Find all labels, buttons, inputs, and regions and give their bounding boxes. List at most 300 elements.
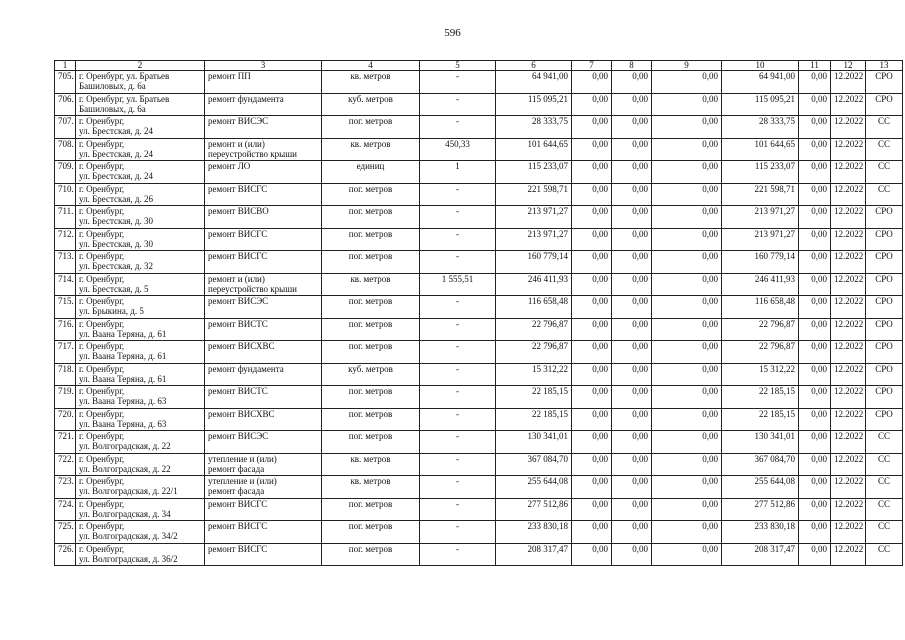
col-10: 15 312,22	[722, 363, 799, 386]
column-header: 12	[831, 61, 866, 71]
row-number: 724.	[55, 498, 76, 521]
col-7: 0,00	[572, 93, 612, 116]
address-line: г. Оренбург,	[79, 386, 125, 396]
quantity: -	[420, 521, 496, 544]
col-8: 0,00	[612, 453, 652, 476]
total-cost: 115 233,07	[496, 161, 572, 184]
fund-type: СРО	[866, 228, 903, 251]
col-7: 0,00	[572, 341, 612, 364]
table-row	[55, 476, 903, 499]
unit: пог. метров	[322, 408, 420, 431]
table-row	[55, 521, 903, 544]
quantity: -	[420, 183, 496, 206]
address	[76, 408, 205, 431]
work-type-line: ремонт ВИСХВС	[208, 408, 275, 419]
address-line: ул. Ваана Теряна, д. 63	[79, 396, 167, 406]
col-10: 160 779,14	[722, 251, 799, 274]
fund-type: СРО	[866, 251, 903, 274]
work-type	[205, 408, 322, 431]
column-header: 8	[612, 61, 652, 71]
col-10: 213 971,27	[722, 228, 799, 251]
quantity: -	[420, 341, 496, 364]
col-7: 0,00	[572, 408, 612, 431]
address-line: Башиловых, д. 6а	[79, 81, 146, 91]
work-type	[205, 543, 322, 566]
work-type	[205, 386, 322, 409]
work-type-line: утепление и (или)	[208, 476, 277, 486]
row-number: 725.	[55, 521, 76, 544]
address	[76, 71, 205, 94]
work-type	[205, 183, 322, 206]
col-8: 0,00	[612, 251, 652, 274]
col-11: 0,00	[799, 71, 831, 94]
col-7: 0,00	[572, 71, 612, 94]
col-10: 233 830,18	[722, 521, 799, 544]
col-11: 0,00	[799, 183, 831, 206]
unit: пог. метров	[322, 228, 420, 251]
row-number: 718.	[55, 363, 76, 386]
work-type	[205, 521, 322, 544]
address-line: ул. Волгоградская, д. 34/2	[79, 531, 178, 541]
completion-date: 12.2022	[831, 521, 866, 544]
table-row	[55, 273, 903, 296]
total-cost: 246 411,93	[496, 273, 572, 296]
col-9: 0,00	[652, 386, 722, 409]
col-8: 0,00	[612, 273, 652, 296]
column-header: 1	[55, 61, 76, 71]
col-10: 221 598,71	[722, 183, 799, 206]
address-line: ул. Ваана Теряна, д. 63	[79, 418, 167, 429]
row-number: 715.	[55, 296, 76, 319]
address-line: г. Оренбург,	[79, 431, 125, 441]
col-11: 0,00	[799, 251, 831, 274]
col-11: 0,00	[799, 116, 831, 139]
row-number: 708.	[55, 138, 76, 161]
completion-date: 12.2022	[831, 71, 866, 94]
address	[76, 206, 205, 229]
column-header: 10	[722, 61, 799, 71]
col-11: 0,00	[799, 363, 831, 386]
address	[76, 116, 205, 139]
completion-date: 12.2022	[831, 453, 866, 476]
row-number: 709.	[55, 161, 76, 184]
col-9: 0,00	[652, 251, 722, 274]
col-11: 0,00	[799, 318, 831, 341]
col-10: 22 796,87	[722, 318, 799, 341]
col-10: 255 644,08	[722, 476, 799, 499]
work-type	[205, 116, 322, 139]
address-line: г. Оренбург,	[79, 116, 125, 126]
col-8: 0,00	[612, 543, 652, 566]
unit: пог. метров	[322, 498, 420, 521]
col-11: 0,00	[799, 431, 831, 454]
col-9: 0,00	[652, 296, 722, 319]
col-10: 64 941,00	[722, 71, 799, 94]
table-row	[55, 71, 903, 94]
address-line: ул. Брестская, д. 30	[79, 216, 153, 226]
quantity: -	[420, 543, 496, 566]
row-number: 706.	[55, 93, 76, 116]
col-10: 213 971,27	[722, 206, 799, 229]
address	[76, 228, 205, 251]
total-cost: 213 971,27	[496, 206, 572, 229]
work-type-line: ремонт ВИСЭС	[208, 431, 269, 441]
col-10: 115 233,07	[722, 161, 799, 184]
work-type-line: ремонт и (или)	[208, 273, 265, 284]
col-8: 0,00	[612, 296, 652, 319]
total-cost: 130 341,01	[496, 431, 572, 454]
address-line: г. Оренбург,	[79, 183, 125, 194]
work-type	[205, 93, 322, 116]
col-11: 0,00	[799, 476, 831, 499]
table-body	[55, 71, 903, 566]
col-11: 0,00	[799, 386, 831, 409]
fund-type: СРО	[866, 408, 903, 431]
address-line: г. Оренбург,	[79, 363, 125, 374]
col-9: 0,00	[652, 341, 722, 364]
fund-type: СС	[866, 453, 903, 476]
page-number: 596	[444, 27, 461, 39]
work-type-line: ремонт ВИСГС	[208, 183, 268, 194]
address-line: г. Оренбург,	[79, 228, 125, 239]
col-9: 0,00	[652, 93, 722, 116]
col-9: 0,00	[652, 521, 722, 544]
col-10: 101 644,65	[722, 138, 799, 161]
work-type	[205, 431, 322, 454]
address-line: г. Оренбург,	[79, 498, 125, 509]
completion-date: 12.2022	[831, 183, 866, 206]
address	[76, 476, 205, 499]
completion-date: 12.2022	[831, 206, 866, 229]
address-line: ул. Брестская, д. 30	[79, 238, 153, 249]
address-line: ул. Брестская, д. 24	[79, 171, 153, 181]
total-cost: 213 971,27	[496, 228, 572, 251]
col-9: 0,00	[652, 71, 722, 94]
work-type	[205, 318, 322, 341]
col-9: 0,00	[652, 363, 722, 386]
completion-date: 12.2022	[831, 161, 866, 184]
address-line: ул. Брыкина, д. 5	[79, 306, 144, 316]
col-7: 0,00	[572, 363, 612, 386]
col-7: 0,00	[572, 273, 612, 296]
work-type-line: ремонт ВИСХВС	[208, 341, 275, 351]
col-11: 0,00	[799, 273, 831, 296]
unit: пог. метров	[322, 386, 420, 409]
unit: куб. метров	[322, 93, 420, 116]
fund-type: СРО	[866, 318, 903, 341]
address-line: г. Оренбург,	[79, 543, 125, 554]
col-11: 0,00	[799, 138, 831, 161]
col-9: 0,00	[652, 543, 722, 566]
col-8: 0,00	[612, 521, 652, 544]
address-line: г. Оренбург,	[79, 476, 125, 486]
unit: пог. метров	[322, 341, 420, 364]
address-line: г. Оренбург,	[79, 341, 125, 351]
column-header: 13	[866, 61, 903, 71]
address-line: ул. Ваана Теряна, д. 61	[79, 328, 167, 339]
address-line: г. Оренбург, ул. Братьев	[79, 93, 170, 104]
repair-schedule-table	[54, 60, 903, 566]
unit: пог. метров	[322, 251, 420, 274]
address-line: г. Оренбург,	[79, 453, 125, 464]
row-number: 716.	[55, 318, 76, 341]
column-header: 7	[572, 61, 612, 71]
address-line: ул. Брестская, д. 32	[79, 261, 153, 271]
col-10: 28 333,75	[722, 116, 799, 139]
total-cost: 116 658,48	[496, 296, 572, 319]
work-type	[205, 251, 322, 274]
quantity: -	[420, 453, 496, 476]
address-line: г. Оренбург,	[79, 251, 125, 261]
col-7: 0,00	[572, 476, 612, 499]
address	[76, 341, 205, 364]
col-8: 0,00	[612, 71, 652, 94]
quantity: -	[420, 228, 496, 251]
table-row	[55, 228, 903, 251]
work-type-line: утепление и (или)	[208, 453, 277, 464]
completion-date: 12.2022	[831, 498, 866, 521]
completion-date: 12.2022	[831, 363, 866, 386]
col-10: 115 095,21	[722, 93, 799, 116]
completion-date: 12.2022	[831, 251, 866, 274]
col-7: 0,00	[572, 138, 612, 161]
quantity: -	[420, 408, 496, 431]
address	[76, 363, 205, 386]
unit: пог. метров	[322, 521, 420, 544]
col-10: 22 185,15	[722, 386, 799, 409]
col-7: 0,00	[572, 431, 612, 454]
total-cost: 28 333,75	[496, 116, 572, 139]
work-type-line: переустройство крыши	[208, 148, 297, 159]
table-row	[55, 138, 903, 161]
col-8: 0,00	[612, 183, 652, 206]
address-line: ул. Брестская, д. 24	[79, 148, 153, 159]
column-header: 5	[420, 61, 496, 71]
row-number: 712.	[55, 228, 76, 251]
work-type-line: ремонт ВИСЭС	[208, 296, 269, 306]
unit: пог. метров	[322, 116, 420, 139]
col-8: 0,00	[612, 206, 652, 229]
quantity: -	[420, 71, 496, 94]
fund-type: СС	[866, 183, 903, 206]
row-number: 722.	[55, 453, 76, 476]
work-type-line: ремонт фасада	[208, 463, 265, 474]
address-line: г. Оренбург,	[79, 408, 125, 419]
quantity: -	[420, 296, 496, 319]
address-line: ул. Волгоградская, д. 34	[79, 508, 171, 519]
row-number: 719.	[55, 386, 76, 409]
work-type	[205, 206, 322, 229]
completion-date: 12.2022	[831, 476, 866, 499]
unit: кв. метров	[322, 138, 420, 161]
completion-date: 12.2022	[831, 138, 866, 161]
completion-date: 12.2022	[831, 386, 866, 409]
col-7: 0,00	[572, 228, 612, 251]
col-9: 0,00	[652, 273, 722, 296]
total-cost: 15 312,22	[496, 363, 572, 386]
col-7: 0,00	[572, 251, 612, 274]
quantity: -	[420, 386, 496, 409]
fund-type: СС	[866, 431, 903, 454]
fund-type: СС	[866, 543, 903, 566]
unit: кв. метров	[322, 453, 420, 476]
address-line: г. Оренбург,	[79, 138, 125, 149]
fund-type: СРО	[866, 273, 903, 296]
col-11: 0,00	[799, 408, 831, 431]
col-9: 0,00	[652, 408, 722, 431]
address	[76, 138, 205, 161]
work-type-line: ремонт фасада	[208, 486, 265, 496]
address	[76, 386, 205, 409]
fund-type: СРО	[866, 341, 903, 364]
address-line: г. Оренбург,	[79, 273, 125, 284]
col-10: 22 796,87	[722, 341, 799, 364]
col-8: 0,00	[612, 386, 652, 409]
work-type	[205, 161, 322, 184]
work-type-line: ремонт фундамента	[208, 363, 284, 374]
table-row	[55, 318, 903, 341]
fund-type: СРО	[866, 386, 903, 409]
row-number: 710.	[55, 183, 76, 206]
row-number: 705.	[55, 71, 76, 94]
completion-date: 12.2022	[831, 228, 866, 251]
total-cost: 115 095,21	[496, 93, 572, 116]
table-row	[55, 386, 903, 409]
address-line: ул. Брестская, д. 26	[79, 193, 153, 204]
unit: пог. метров	[322, 431, 420, 454]
address-line: ул. Брестская, д. 24	[79, 126, 153, 136]
col-11: 0,00	[799, 228, 831, 251]
work-type-line: ремонт ВИСГС	[208, 521, 268, 531]
unit: кв. метров	[322, 273, 420, 296]
work-type	[205, 476, 322, 499]
quantity: -	[420, 116, 496, 139]
table-row	[55, 251, 903, 274]
col-7: 0,00	[572, 296, 612, 319]
work-type-line: ремонт ВИСГС	[208, 498, 268, 509]
work-type	[205, 138, 322, 161]
address-line: г. Оренбург, ул. Братьев	[79, 71, 170, 81]
col-8: 0,00	[612, 476, 652, 499]
total-cost: 160 779,14	[496, 251, 572, 274]
work-type-line: ремонт фундамента	[208, 93, 284, 104]
col-8: 0,00	[612, 341, 652, 364]
work-type-line: переустройство крыши	[208, 283, 297, 294]
col-8: 0,00	[612, 93, 652, 116]
work-type-line: ремонт ВИСВО	[208, 206, 269, 216]
completion-date: 12.2022	[831, 273, 866, 296]
unit: пог. метров	[322, 296, 420, 319]
address	[76, 273, 205, 296]
table-row	[55, 93, 903, 116]
col-7: 0,00	[572, 498, 612, 521]
table-row	[55, 408, 903, 431]
work-type	[205, 363, 322, 386]
completion-date: 12.2022	[831, 408, 866, 431]
address	[76, 296, 205, 319]
fund-type: СС	[866, 161, 903, 184]
total-cost: 64 941,00	[496, 71, 572, 94]
total-cost: 367 084,70	[496, 453, 572, 476]
quantity: -	[420, 93, 496, 116]
fund-type: СРО	[866, 296, 903, 319]
fund-type: СРО	[866, 206, 903, 229]
row-number: 726.	[55, 543, 76, 566]
table-row	[55, 183, 903, 206]
unit: пог. метров	[322, 543, 420, 566]
col-8: 0,00	[612, 228, 652, 251]
col-11: 0,00	[799, 498, 831, 521]
col-10: 116 658,48	[722, 296, 799, 319]
unit: кв. метров	[322, 71, 420, 94]
col-9: 0,00	[652, 498, 722, 521]
quantity: -	[420, 206, 496, 229]
completion-date: 12.2022	[831, 296, 866, 319]
col-11: 0,00	[799, 341, 831, 364]
col-8: 0,00	[612, 161, 652, 184]
address	[76, 498, 205, 521]
table-row	[55, 363, 903, 386]
column-header: 11	[799, 61, 831, 71]
table-row	[55, 543, 903, 566]
col-10: 367 084,70	[722, 453, 799, 476]
table-row	[55, 498, 903, 521]
completion-date: 12.2022	[831, 431, 866, 454]
col-7: 0,00	[572, 386, 612, 409]
col-8: 0,00	[612, 498, 652, 521]
table-row	[55, 116, 903, 139]
completion-date: 12.2022	[831, 318, 866, 341]
address	[76, 251, 205, 274]
col-8: 0,00	[612, 431, 652, 454]
col-11: 0,00	[799, 93, 831, 116]
work-type-line: ремонт и (или)	[208, 138, 265, 149]
col-11: 0,00	[799, 161, 831, 184]
col-9: 0,00	[652, 453, 722, 476]
work-type	[205, 71, 322, 94]
col-10: 208 317,47	[722, 543, 799, 566]
col-11: 0,00	[799, 453, 831, 476]
address-line: Башиловых, д. 6а	[79, 103, 146, 114]
col-9: 0,00	[652, 431, 722, 454]
address	[76, 543, 205, 566]
row-number: 711.	[55, 206, 76, 229]
fund-type: СС	[866, 521, 903, 544]
row-number: 721.	[55, 431, 76, 454]
fund-type: СРО	[866, 93, 903, 116]
work-type	[205, 453, 322, 476]
work-type-line: ремонт ВИСГС	[208, 251, 268, 261]
col-9: 0,00	[652, 206, 722, 229]
column-header: 2	[76, 61, 205, 71]
address-line: ул. Брестская, д. 5	[79, 283, 149, 294]
address	[76, 431, 205, 454]
col-7: 0,00	[572, 453, 612, 476]
col-9: 0,00	[652, 116, 722, 139]
table-row	[55, 161, 903, 184]
table-row	[55, 206, 903, 229]
address	[76, 93, 205, 116]
quantity: -	[420, 363, 496, 386]
address-line: ул. Волгоградская, д. 22	[79, 441, 171, 451]
column-header: 6	[496, 61, 572, 71]
work-type-line: ремонт ЛО	[208, 161, 251, 171]
col-8: 0,00	[612, 363, 652, 386]
address-line: г. Оренбург,	[79, 521, 125, 531]
row-number: 717.	[55, 341, 76, 364]
row-number: 723.	[55, 476, 76, 499]
fund-type: СС	[866, 498, 903, 521]
